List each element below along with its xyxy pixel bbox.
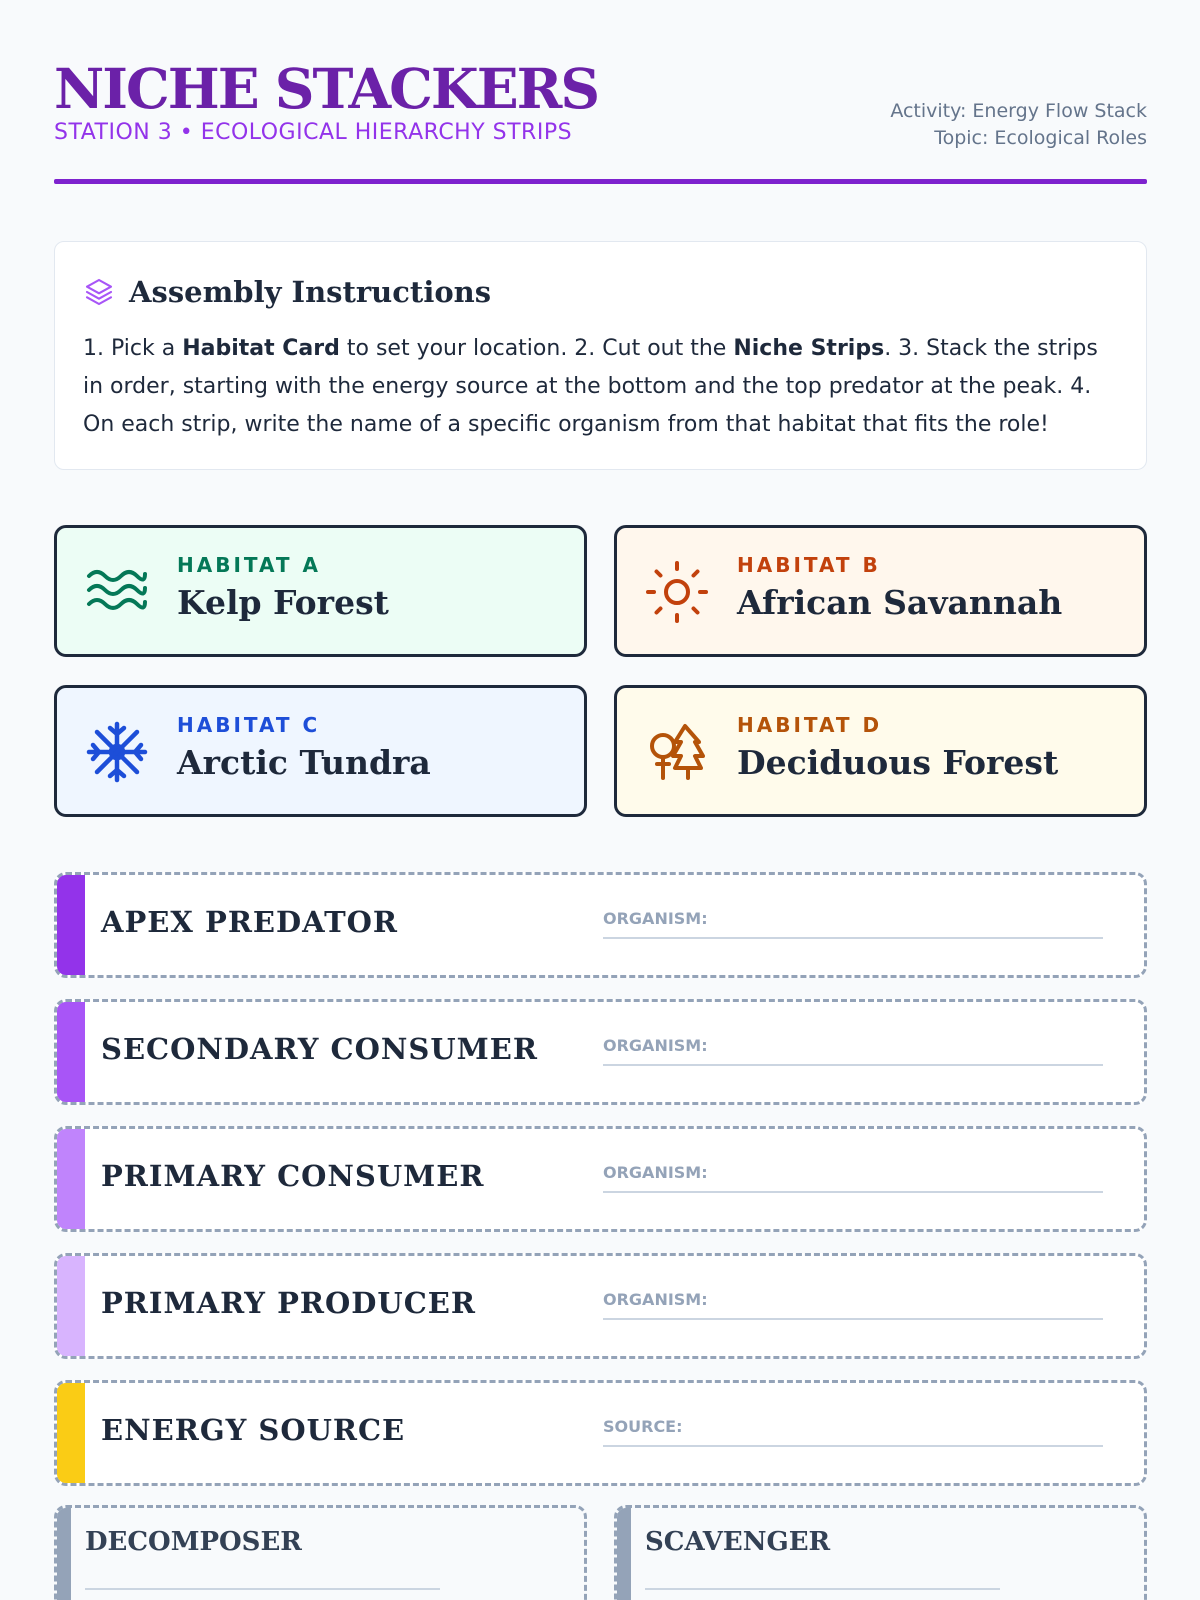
organism-write-line[interactable] [603, 1191, 1103, 1193]
habitat-card-d[interactable] [614, 685, 1147, 817]
snowflake-icon [85, 720, 149, 784]
organism-write-line[interactable] [85, 1588, 440, 1590]
habitat-card-b[interactable] [614, 525, 1147, 657]
organism-field-label: ORGANISM: [603, 1290, 708, 1309]
page-title: NICHE STACKERS [54, 56, 599, 121]
habitat-label: HABITAT A [177, 553, 322, 577]
strip-color-bar [617, 1508, 631, 1600]
strip-title: APEX PREDATOR [101, 905, 399, 939]
habitat-label: HABITAT B [737, 553, 881, 577]
source-write-line[interactable] [603, 1445, 1103, 1447]
habitat-name: African Savannah [737, 583, 1063, 622]
niche-strip-energy-source[interactable] [54, 1380, 1147, 1486]
habitat-card-a[interactable] [54, 525, 587, 657]
source-field-label: SOURCE: [603, 1417, 683, 1436]
trees-icon [645, 720, 709, 784]
layers-icon [83, 276, 115, 308]
activity-text: Activity: Energy Flow Stack [890, 100, 1147, 122]
strip-color-bar [57, 1383, 85, 1483]
strip-title: SCAVENGER [645, 1527, 831, 1557]
organism-field-label: ORGANISM: [603, 1163, 708, 1182]
strip-color-bar [57, 1508, 71, 1600]
instructions-title: Assembly Instructions [129, 275, 492, 309]
strip-color-bar [57, 1002, 85, 1102]
sun-icon [645, 560, 709, 624]
strip-title: PRIMARY CONSUMER [101, 1159, 485, 1193]
activity-meta [890, 98, 1147, 152]
niche-strip-scavenger[interactable] [614, 1505, 1147, 1600]
page-header [54, 58, 1147, 188]
organism-write-line[interactable] [603, 937, 1103, 939]
niche-strip-secondary-consumer[interactable] [54, 999, 1147, 1105]
strip-title: SECONDARY CONSUMER [101, 1032, 538, 1066]
strip-title: DECOMPOSER [85, 1527, 302, 1557]
habitat-name: Deciduous Forest [737, 743, 1059, 782]
instructions-card [54, 241, 1147, 470]
strip-title: PRIMARY PRODUCER [101, 1286, 476, 1320]
niche-strip-decomposer[interactable] [54, 1505, 587, 1600]
strip-title: ENERGY SOURCE [101, 1413, 406, 1447]
organism-field-label: ORGANISM: [603, 909, 708, 928]
organism-write-line[interactable] [603, 1064, 1103, 1066]
page-subtitle: STATION 3 • ECOLOGICAL HIERARCHY STRIPS [54, 120, 573, 145]
habitat-name: Arctic Tundra [177, 743, 431, 782]
instructions-text: 1. Pick a Habitat Card to set your location. 2. Cut out the Niche Strips. 3. Stack the strips in order, starting with the energy source at the bottom and the top predator at the peak. 4. On each strip, write the name of a specific organism from that habitat that fits the role! [83, 336, 1098, 437]
topic-text: Topic: Ecological Roles [934, 127, 1147, 149]
header-divider [54, 179, 1147, 184]
habitat-name: Kelp Forest [177, 583, 389, 622]
organism-write-line[interactable] [603, 1318, 1103, 1320]
niche-strip-primary-consumer[interactable] [54, 1126, 1147, 1232]
waves-icon [85, 560, 149, 624]
niche-strip-apex-predator[interactable] [54, 872, 1147, 978]
habitat-label: HABITAT D [737, 713, 883, 737]
strip-color-bar [57, 1256, 85, 1356]
habitat-card-c[interactable] [54, 685, 587, 817]
niche-strip-primary-producer[interactable] [54, 1253, 1147, 1359]
strip-color-bar [57, 875, 85, 975]
organism-field-label: ORGANISM: [603, 1036, 708, 1055]
habitat-label: HABITAT C [177, 713, 321, 737]
strip-color-bar [57, 1129, 85, 1229]
organism-write-line[interactable] [645, 1588, 1000, 1590]
